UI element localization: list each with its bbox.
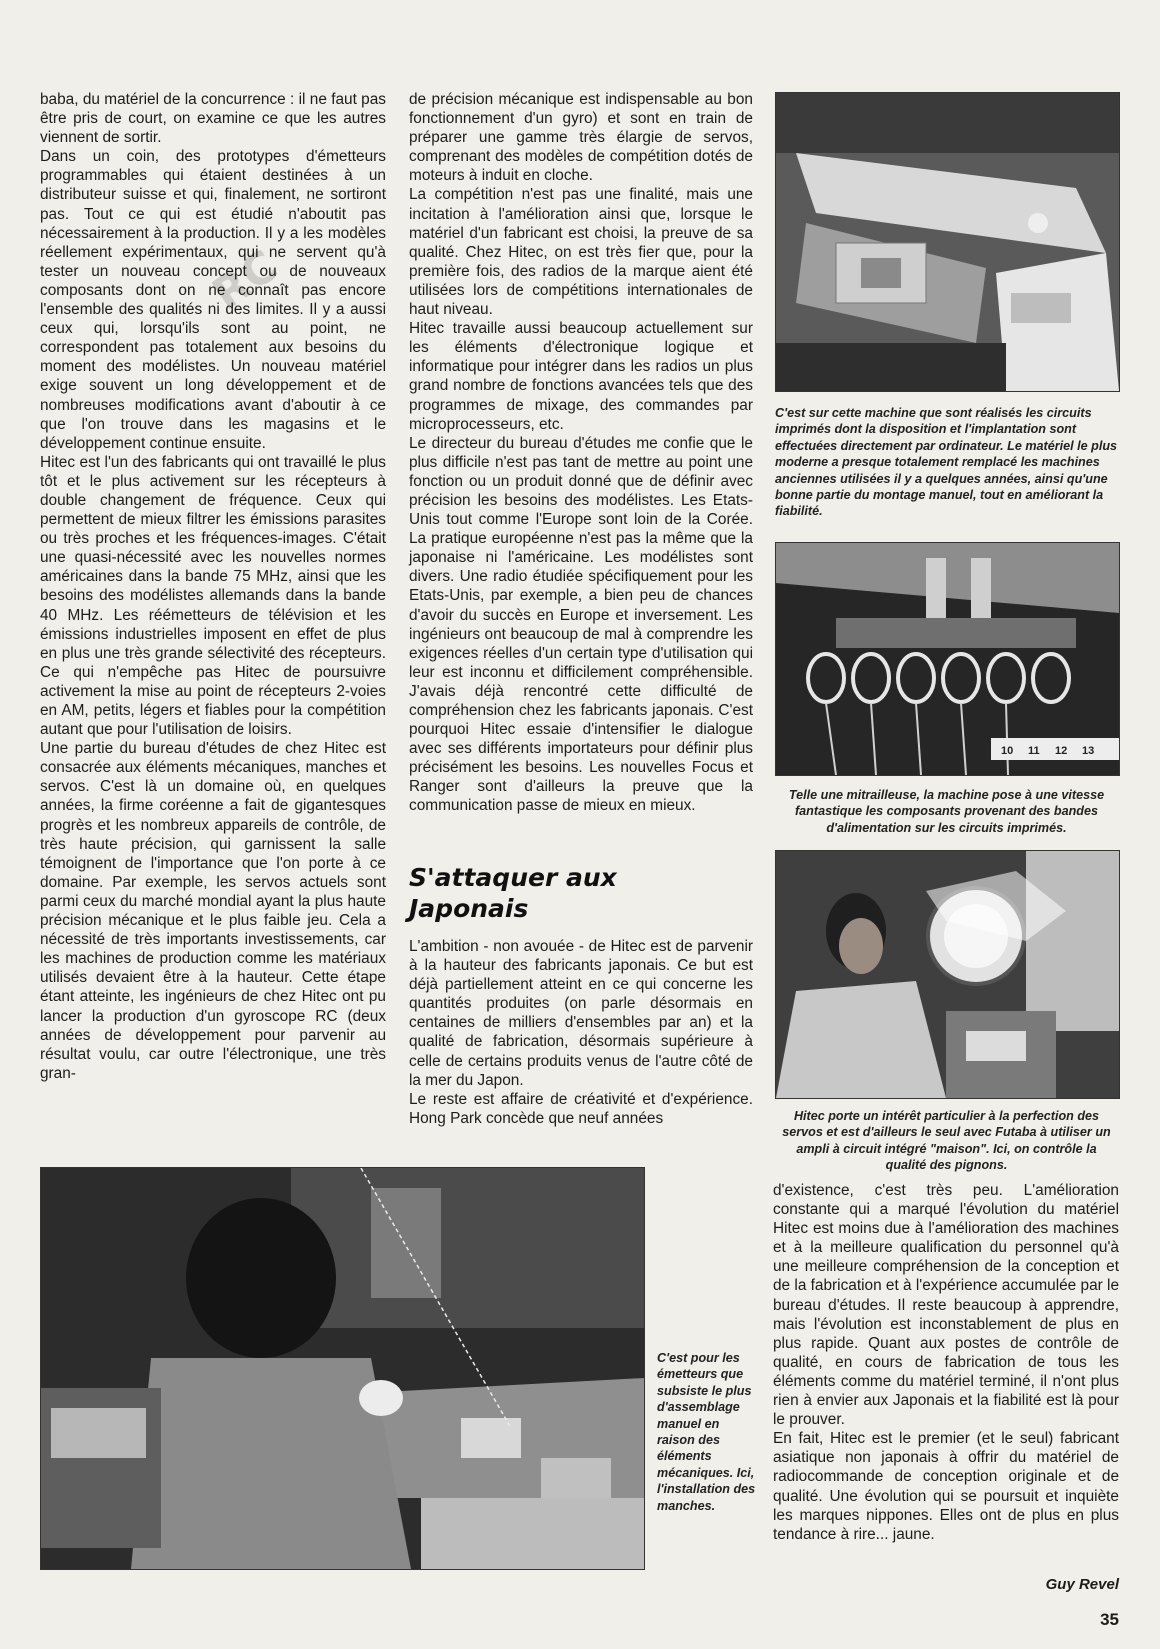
paragraph: Dans un coin, des prototypes d'émetteurs programmables qui étaient destinées à un distributeur suisse et qui, finalement, ne sortiront pas. Tout ce qui est étudié n'aboutit pas nécessairement à la production. Il y a les modèles réellement expérimentaux, qui ne servent qu'à tester un nouveau concept ou de nouveaux composants dont on ne connaît pas encore l'ensemble des qualités ni des limites. Il y a aussi ceux qui, lorsqu'ils sont au point, ne correspondent pas totalement aux besoins du moment des modélistes. Un nouveau matériel exige souvent un long développement et de nombreuses modifications avant d'aboutir à ce que l'on trouve dans les magasins et le développement continue ensuite. <box>40 148 386 452</box>
paragraph: L'ambition - non avouée - de Hitec est de parvenir à la hauteur des fabricants japonais. Ce but est déjà partiellement atteint en ce qui concerne les quantités produites (on parle désormais en centaines de milliers d'ensembles par an) et la qualité de fabrication, désormais supérieure à celle de certains produits venus de l'autre côté de la mer du Japon. <box>409 938 753 1089</box>
reel-label: 13 <box>1082 745 1095 757</box>
photo-transmitter-assembly-image <box>41 1168 644 1569</box>
author-signature: Guy Revel <box>1045 1576 1119 1593</box>
photo-pcb-printing-machine <box>775 92 1120 392</box>
paragraph: Une partie du bureau d'études de chez Hitec est consacrée aux éléments mécaniques, manches et servos. C'est là un domaine où, en quelques années, la firme coréenne a fait de gigantesques progrès et les nombreux appareils de contrôle, de très haute précision, qui garnissent la salle témoignent de l'importance que l'on porte à ce domaine. Par exemple, les servos actuels sont parmi ceux du marché mondial ayant la plus haute précision mécanique et le plus faible jeu. Cela a nécessité de très importants investissements, car les machines de production comme les matériaux utilisés devaient être à la hauteur. Cette étape étant atteinte, les ingénieurs de chez Hitec ont pu lancer la production d'un gyroscope RC (deux années de développement pour parvenir au résultat voulu, car outre l'électronique, une très gran- <box>40 740 386 1082</box>
paragraph: Hitec est l'un des fabricants qui ont travaillé le plus tôt et le plus activement sur les récepteurs à double changement de fréquence. Ceux qui permettent de mieux filtrer les émissions parasites ou très proches et les fréquences-images. C'était une quasi-nécessité avec les nouvelles normes américaines dans la bande 75 MHz, ainsi que les besoins des modélistes allemands dans la bande 40 MHz. Les réémetteurs de télévision et les émissions industrielles imposent en effet de plus en plus une très grande sélectivité des récepteurs. Ce qui n'empêche pas Hitec de poursuivre activement la mise au point de récepteurs 2-voies en AM, petits, légers et fiables pour la compétition autant que pour l'utilisation de loisirs. <box>40 453 386 739</box>
photo-gear-quality-control-image <box>776 851 1119 1098</box>
photo-component-placement-machine <box>775 542 1120 776</box>
paragraph: La compétition n'est pas une finalité, mais une incitation à l'amélioration ainsi que, lorsque le matériel d'un fabricant est choisi, la preuve de sa qualité. Chez Hitec, on est très fier que, pour la première fois, des radios de la marque aient été utilisées lors de compétitions internationales de haut niveau. <box>409 186 753 319</box>
photo-caption: Telle une mitrailleuse, la machine pose à une vitesse fantastique les composants provenant des bandes d'alimentation sur les circuits imprimés. <box>788 788 1105 835</box>
paragraph: d'existence, c'est très peu. L'amélioration constante qui a marqué l'évolution du matériel Hitec est moins due à l'amélioration des machines et à la meilleure qualification du personnel qu'à une meilleure compréhension de la conception et de la fabrication et à l'expérience accumulée par le bureau d'études. Il reste beaucoup à apprendre, mais l'évolution est inconstablement de plus en plus rapide. Quant aux postes de contrôle de qualité, en cours de fabrication de tous les éléments comme du matériel terminé, il n'ont plus rien à envier aux Japonais et la fiabilité est là pour le prouver. <box>773 1182 1120 1429</box>
photo-caption: C'est sur cette machine que sont réalisés les circuits imprimés dont la disposition et l'implantation sont effectuées directement par ordinateur. Le matériel le plus moderne a presque totalement remplacé les machines anciennes utilisées il y a quelques années, ainsi qu'une bonne partie du montage manuel, tout en améliorant la fiabilité. <box>775 406 1118 519</box>
paragraph: de précision mécanique est indispensable au bon fonctionnement d'un gyro) et sont en train de préparer une gamme très élargie de servos, comprenant des modèles de compétition dotés de moteurs à induit en cloche. <box>409 91 753 185</box>
paragraph: baba, du matériel de la concurrence : il ne faut pas être pris de court, on examine ce que les autres viennent de sortir. <box>40 91 386 147</box>
photo-transmitter-assembly <box>40 1167 645 1570</box>
paragraph: Le reste est affaire de créativité et d'expérience. Hong Park concède que neuf années <box>409 1090 753 1127</box>
paragraph: Hitec travaille aussi beaucoup actuellement sur les éléments d'électronique logique et informatique pour intégrer dans les radios un plus grand nombre de fonctions avancées tels que des programmes de mixage, des commandes par microprocesseurs, etc. <box>409 320 753 433</box>
page-number: 35 <box>1100 1610 1119 1629</box>
photo-pcb-printing-machine-image <box>776 93 1119 391</box>
photo-component-placement-machine-image <box>776 543 1119 775</box>
section-heading <box>409 862 753 924</box>
section-heading-line: Japonais <box>409 894 529 923</box>
paragraph: Le directeur du bureau d'études me confie que le plus difficile n'est pas tant de mettre au point une fonction ou un produit donné que de définir avec précision les besoins des modélistes. Les Etats-Unis tout comme l'Europe sont loin de la Corée. La pratique européenne n'est pas la même que la japonaise ni l'américaine. Les modélistes sont divers. Une radio étudiée spécifiquement pour les Etats-Unis, par exemple, a bien peu de chances d'avoir du succès en Europe et inversement. Les ingénieurs ont beaucoup de mal à comprendre les exigences réelles d'un certain type d'utilisation qui leur est inconnu et difficilement compréhensible. J'avais déjà rencontré cette difficulté de compréhension chez les fabricants japonais. C'est pourquoi Hitec essaie d'intensifier le dialogue avec ses différents importateurs pour définir plus précisément les besoins. Les nouvelles Focus et Ranger sont d'ailleurs la preuve que la communication passe de mieux en mieux. <box>409 434 753 815</box>
reel-label: 12 <box>1055 745 1068 757</box>
photo-gear-quality-control <box>775 850 1120 1099</box>
section-heading-line: S'attaquer aux <box>409 863 617 892</box>
article-column-2-continued <box>409 937 753 1128</box>
article-column-1 <box>40 90 386 1083</box>
reel-label: 10 <box>1001 745 1014 757</box>
reel-label: 11 <box>1028 745 1040 757</box>
paragraph: En fait, Hitec est le premier (et le seul) fabricant asiatique non japonais à offrir du matériel de radiocommande de conception originale et de qualité. Une évolution qui se poursuit et inquiète les marques nippones. Elles ont de plus en plus tendance à rire... jaune. <box>773 1430 1119 1543</box>
watermark-stamp: RC <box>203 240 288 321</box>
photo-caption: Hitec porte un intérêt particulier à la perfection des servos et est d'ailleurs le seul avec Futaba à utiliser un ampli à circuit intégré "maison". Ici, on contrôle la qualité des pignons. <box>782 1109 1111 1173</box>
article-column-2 <box>409 90 753 816</box>
photo-caption: C'est pour les émetteurs que subsiste le plus d'assemblage manuel en raison des éléments mécaniques. Ici, l'installation des manches. <box>657 1351 756 1513</box>
article-column-3 <box>773 1181 1119 1544</box>
